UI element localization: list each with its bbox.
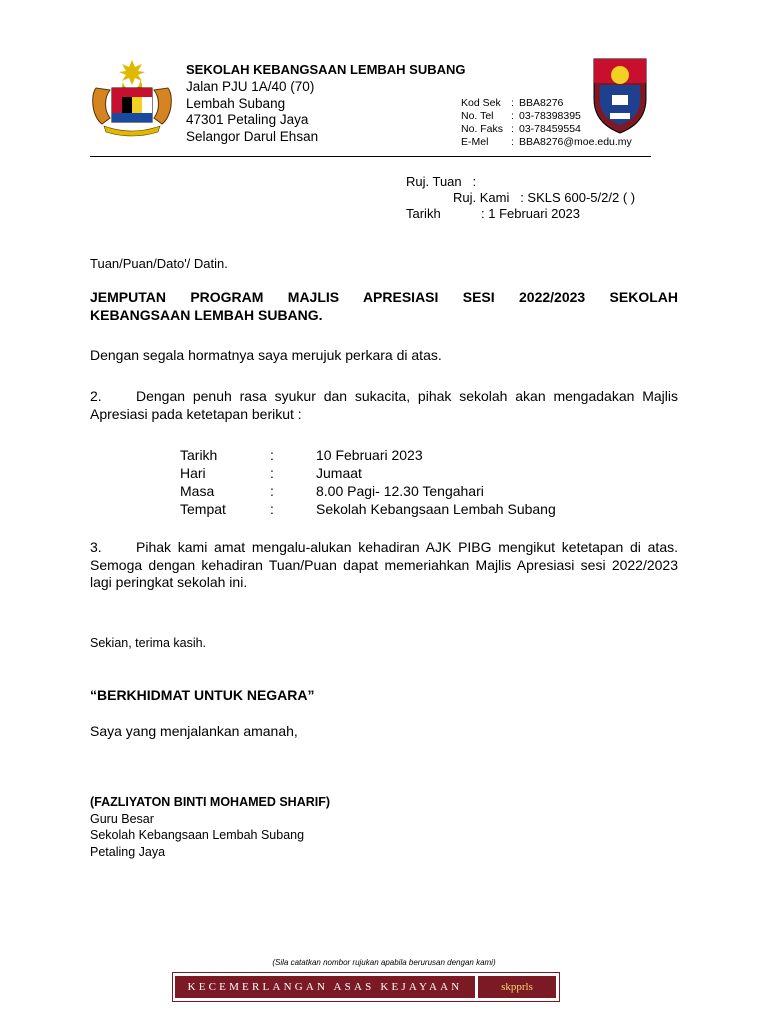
signatory-school: Sekolah Kebangsaan Lembah Subang [90,828,305,842]
subject-line: KEBANGSAAN LEMBAH SUBANG. [90,306,323,323]
trust-line: Saya yang menjalankan amanah, [90,723,298,739]
detail-label: Masa [180,483,215,499]
subject-line: JEMPUTAN PROGRAM MAJLIS APRESIASI SESI 2022/2023 SEKOLAH [90,289,678,305]
paragraph-number: 3. [90,539,102,555]
detail-label: Tempat [180,501,226,517]
contact-row: E-Mel : BBA8276@moe.edu.my [461,136,632,148]
ruj-tuan-label: Ruj. Tuan [406,174,462,189]
intro-line: Dengan segala hormatnya saya merujuk perkara di atas. [90,347,442,363]
detail-row: Masa : 8.00 Pagi- 12.30 Tengahari [180,483,484,499]
address-line: Lembah Subang [186,95,286,111]
ruj-tuan: Ruj. Tuan : [406,174,480,189]
paragraph-2 [90,388,678,423]
signature-block [90,794,330,860]
contact-block [461,97,632,149]
national-motto: “BERKHIDMAT UNTUK NEGARA” [90,687,315,703]
contact-value: 03-78459554 [519,123,581,135]
footer-motto: KECEMERLANGAN ASAS KEJAYAAN [175,976,475,998]
contact-row: Kod Sek : BBA8276 [461,97,564,109]
contact-label: No. Faks [461,123,504,135]
contact-label: E-Mel [461,136,489,148]
detail-row: Hari : Jumaat [180,465,362,481]
address-line: Selangor Darul Ehsan [186,128,319,144]
contact-label: No. Tel [461,110,494,122]
paragraph-3 [90,539,678,592]
paragraph-text: Dengan penuh rasa syukur dan sukacita, pihak sekolah akan mengadakan Majlis Apresiasi pada ketetapan berikut : [90,388,678,422]
signatory-position: Guru Besar [90,811,154,826]
letter-subject [90,289,678,324]
detail-value: Sekolah Kebangsaan Lembah Subang [316,501,556,517]
ruj-kami-label: Ruj. Kami [453,190,510,205]
contact-value: 03-78398395 [519,110,581,122]
tarikh-value: 1 Februari 2023 [488,206,581,221]
contact-row: No. Faks : 03-78459554 [461,123,581,135]
detail-label: Hari [180,465,206,481]
closing: Sekian, terima kasih. [90,636,207,650]
detail-row: Tarikh : 10 Februari 2023 [180,447,423,463]
school-address [186,79,318,145]
footer-code: skpprls [478,976,556,998]
detail-label: Tarikh [180,447,218,463]
signatory-city: Petaling Jaya [90,844,166,859]
coat-of-arms-icon [88,58,176,138]
contact-value: BBA8276@moe.edu.my [519,136,632,148]
address-line: Jalan PJU 1A/40 (70) [186,79,315,94]
event-details [180,446,556,518]
school-name: SEKOLAH KEBANGSAAN LEMBAH SUBANG [186,62,466,77]
detail-value: 10 Februari 2023 [316,447,423,463]
footer-note: (Sila catatkan nombor rujukan apabila berurusan dengan kami) [272,958,496,967]
contact-value: BBA8276 [519,97,564,109]
signatory-name: (FAZLIYATON BINTI MOHAMED SHARIF) [90,795,331,809]
tarikh-label: Tarikh [406,206,441,221]
contact-label: Kod Sek [461,97,501,109]
detail-row: Tempat : Sekolah Kebangsaan Lembah Subang [180,501,556,517]
contact-row: No. Tel : 03-78398395 [461,110,581,122]
paragraph-number: 2. [90,388,102,404]
detail-value: Jumaat [316,465,362,481]
tarikh-ref: Tarikh : 1 Februari 2023 [406,206,581,221]
ruj-kami: Ruj. Kami : SKLS 600-5/2/2 ( ) [453,190,636,205]
paragraph-text: Pihak kami amat mengalu-alukan kehadiran AJK PIBG mengikut ketetapan di atas. Semoga dengan kehadiran Tuan/Puan dapat memeriahkan Majlis Apresiasi sesi 2022/2023 lagi peringkat sekolah ini. [90,539,678,590]
address-line: 47301 Petaling Jaya [186,112,309,127]
salutation: Tuan/Puan/Dato'/ Datin. [90,256,228,271]
ruj-kami-value: SKLS 600-5/2/2 ( ) [527,190,636,205]
detail-value: 8.00 Pagi- 12.30 Tengahari [316,483,484,499]
header-divider [90,156,651,157]
footer-banner [172,972,560,1002]
